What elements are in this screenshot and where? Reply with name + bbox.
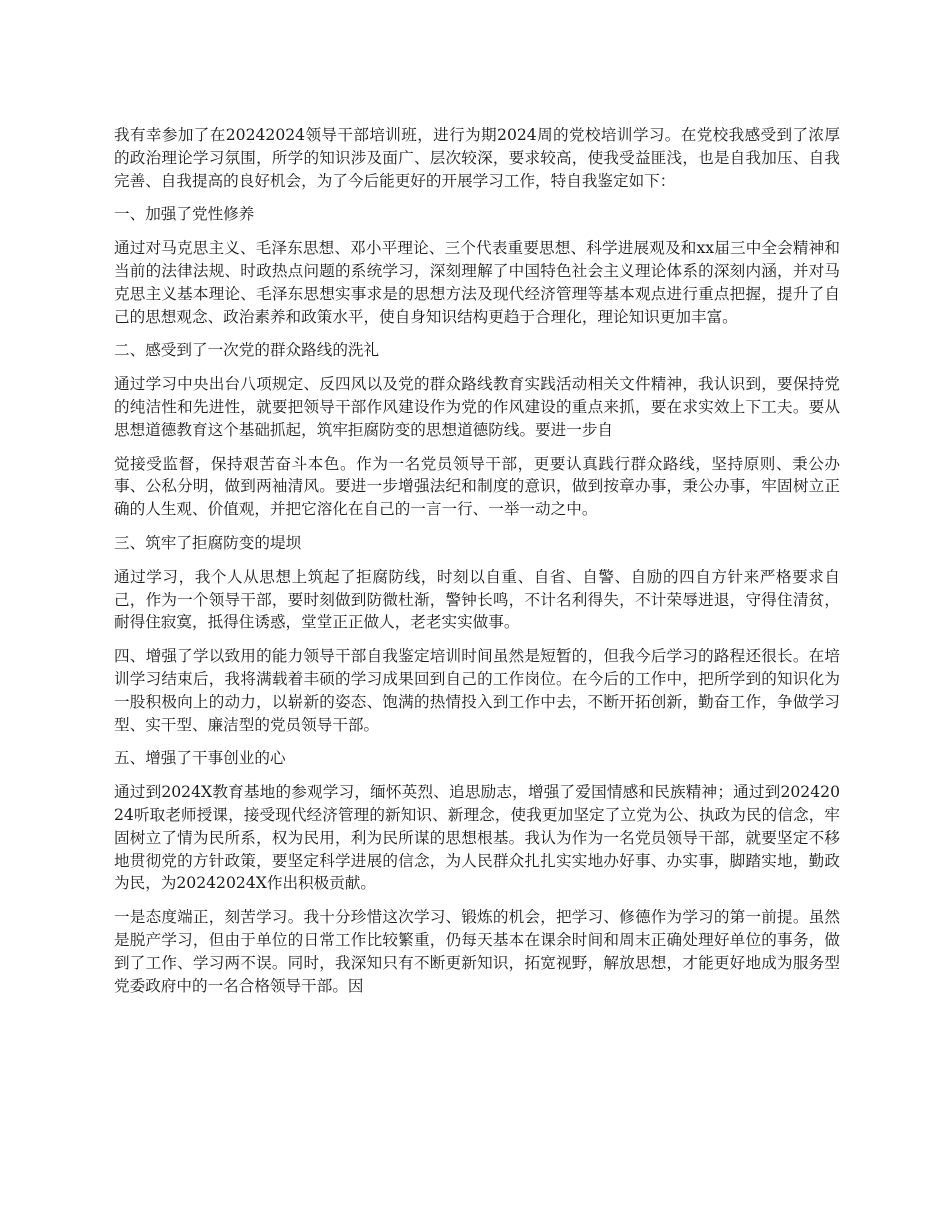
- section-heading-3: 三、筑牢了拒腐防变的堤坝: [114, 533, 302, 552]
- section-3-paragraph: 通过学习，我个人从思想上筑起了拒腐防线，时刻以自重、自省、自警、自励的四自方针来严格要求自己，作为一个领导干部，要时刻做到防微杜渐，警钟长鸣，不计名利得失，不计荣辱进退，守得住清贫，耐得住寂寞，抵得住诱惑，堂堂正正做人，老老实实做事。: [114, 567, 840, 632]
- section-5-paragraph-2: 一是态度端正，刻苦学习。我十分珍惜这次学习、锻炼的机会，把学习、修德作为学习的第一前提。虽然是脱产学习，但由于单位的日常工作比较繁重，仍每天基本在课余时间和周末正确处理好单位的事务，做到了工作、学习两不误。同时，我深知只有不断更新知识，拓宽视野，解放思想，才能更好地成为服务型党委政府中的一名合格领导干部。因: [114, 908, 840, 995]
- intro-paragraph: 我有幸参加了在20242024领导干部培训班，进行为期2024周的党校培训学习。在党校我感受到了浓厚的政治理论学习氛围，所学的知识涉及面广、层次较深，要求较高，使我受益匪浅，也是自我加压、自我完善、自我提高的良好机会，为了今后能更好的开展学习工作，特自我鉴定如下：: [114, 126, 840, 190]
- section-2-paragraph-2: 觉接受监督，保持艰苦奋斗本色。作为一名党员领导干部，更要认真践行群众路线，坚持原则、秉公办事、公私分明，做到两袖清风。要进一步增强法纪和制度的意识，做到按章办事，秉公办事，牢固树立正确的人生观、价值观，并把它溶化在自己的一言一行、一举一动之中。: [114, 454, 840, 519]
- section-1-paragraph: 通过对马克思主义、毛泽东思想、邓小平理论、三个代表重要思想、科学进展观及和xx届三中全会精神和当前的法律法规、时政热点问题的系统学习，深刻理解了中国特色社会主义理论体系的深刻内涵，并对马克思主义基本理论、毛泽东思想实事求是的思想方法及现代经济管理等基本观点进行重点把握，提升了自己的思想观念、政治素养和政策水平，使自身知识结构更趋于合理化，理论知识更加丰富。: [114, 239, 840, 326]
- section-heading-2: 二、感受到了一次党的群众路线的洗礼: [114, 341, 380, 360]
- section-5-paragraph-1: 通过到2024X教育基地的参观学习，缅怀英烈、追思励志，增强了爱国情感和民族精神；通过到20242024听取老师授课，接受现代经济管理的新知识、新理念，使我更加坚定了立党为公、执政为民的信念，牢固树立了情为民所系，权为民用，利为民所谋的思想根基。我认为作为一名党员领导干部，就要坚定不移地贯彻党的方针政策，要坚定科学进展的信念，为人民群众扎扎实实地办好事、办实事，脚踏实地，勤政为民，为20242024X作出积极贡献。: [114, 783, 840, 893]
- section-heading-5: 五、增强了干事创业的心: [114, 749, 286, 768]
- section-2-paragraph-1: 通过学习中央出台八项规定、反四风以及党的群众路线教育实践活动相关文件精神，我认识到，要保持党的纯洁性和先进性，就要把领导干部作风建设作为党的作风建设的重点来抓，要在求实效上下工夫。要从思想道德教育这个基础抓起，筑牢拒腐防变的思想道德防线。要进一步自: [114, 375, 840, 439]
- section-heading-1: 一、加强了党性修养: [114, 205, 255, 224]
- document-body: [114, 124, 840, 1008]
- section-4-paragraph: 四、增强了学以致用的能力领导干部自我鉴定培训时间虽然是短暂的，但我今后学习的路程还很长。在培训学习结束后，我将满载着丰硕的学习成果回到自己的工作岗位。在今后的工作中，把所学到的知识化为一股积极向上的动力，以崭新的姿态、饱满的热情投入到工作中去，不断开拓创新，勤奋工作，争做学习型、实干型、廉洁型的党员领导干部。: [114, 647, 840, 734]
